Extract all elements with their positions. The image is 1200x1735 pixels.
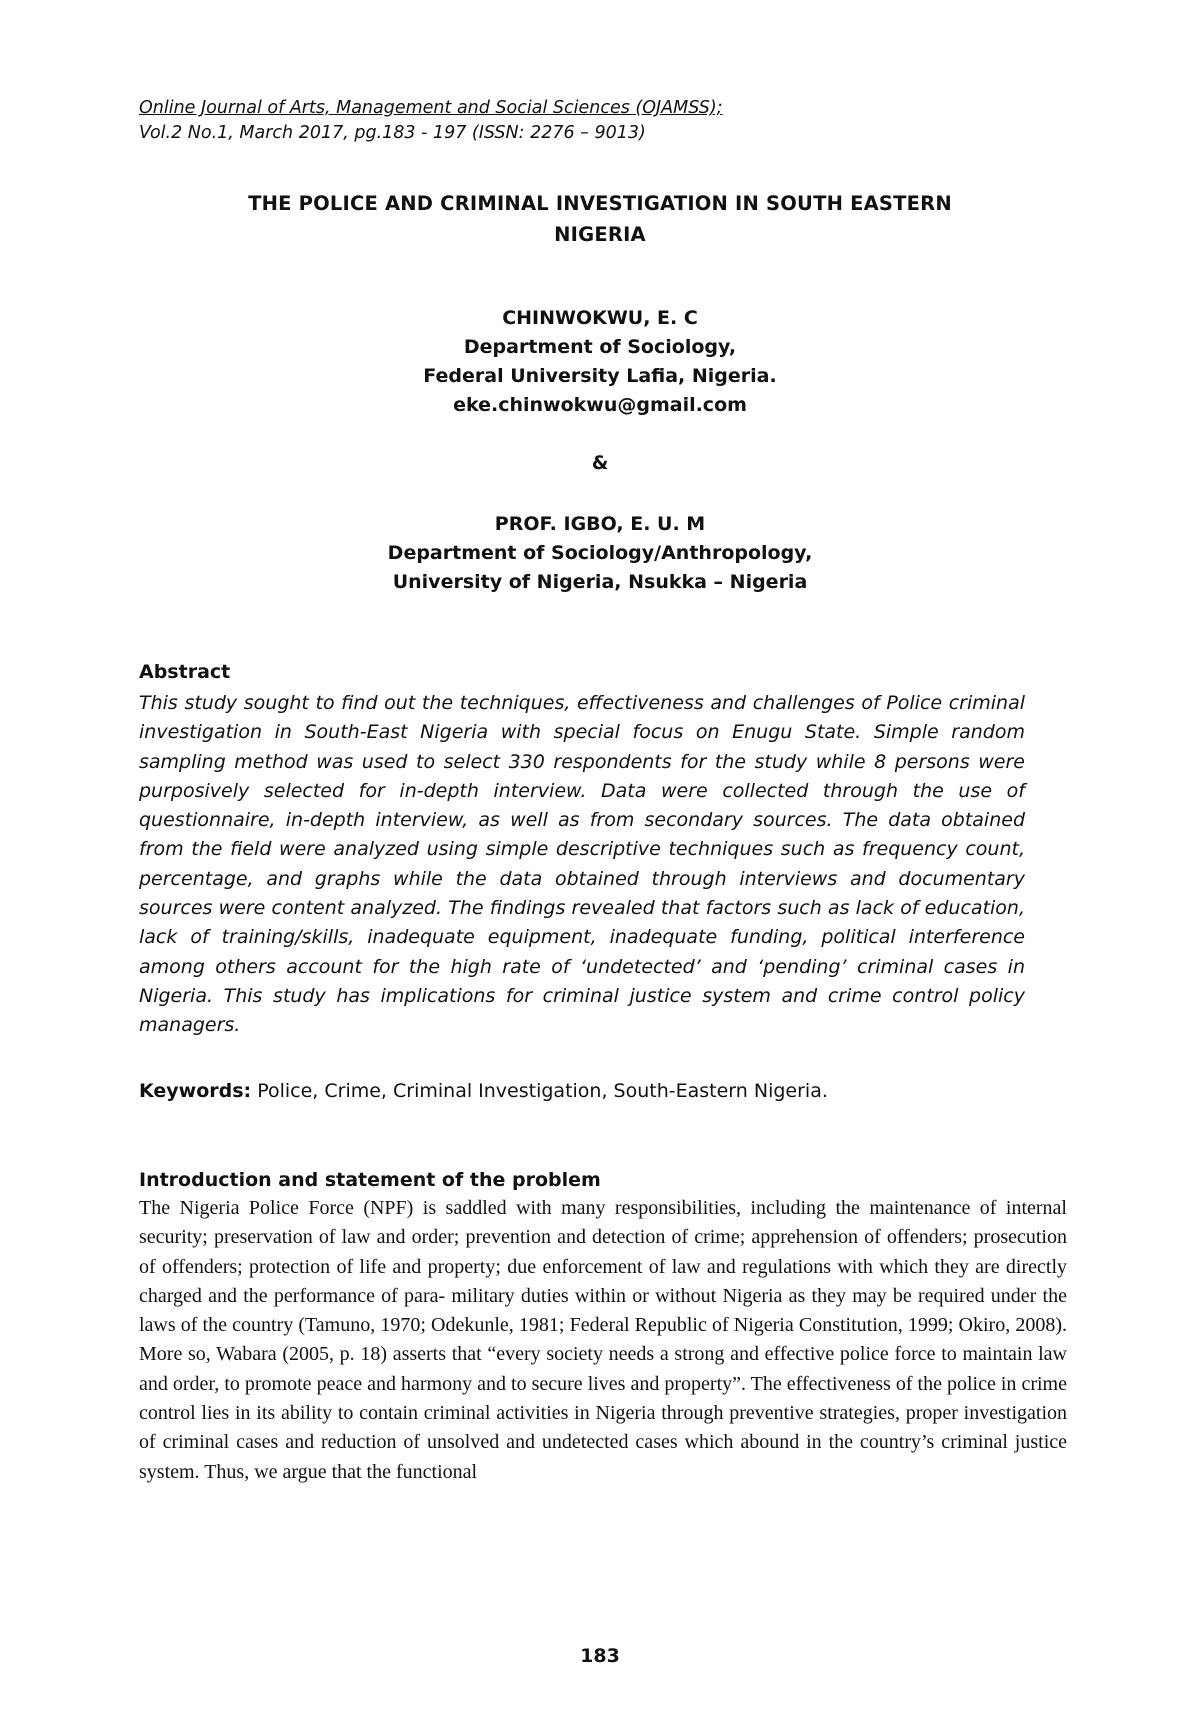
author1-email: eke.chinwokwu@gmail.com	[453, 394, 747, 416]
keywords-text: Police, Crime, Criminal Investigation, South-Eastern Nigeria.	[257, 1080, 828, 1102]
keywords-line	[139, 1077, 1039, 1106]
introduction-text: The Nigeria Police Force (NPF) is saddled with many responsibilities, including the maintenance of internal security; preservation of law and order; prevention and detection of crime; apprehension of offenders; prosecution of offenders; protection of life and property; due enforcement of law and regulations with which they are directly charged and the performance of para- military duties within or without Nigeria as they may be required under the laws of the country (Tamuno, 1970; Odekunle, 1981; Federal Republic of Nigeria Constitution, 1999; Okiro, 2008). More so, Wabara (2005, p. 18) asserts that “every society needs a strong and effective police force to maintain law and order, to promote peace and harmony and to secure lives and property”. The effectiveness of the police in crime control lies in its ability to contain criminal activities in Nigeria through preventive strategies, proper investigation of criminal cases and reduction of unsolved and undetected cases which abound in the country’s criminal justice system. Thus, we argue that the functional	[139, 1197, 1067, 1483]
journal-citation-line2: Vol.2 No.1, March 2017, pg.183 - 197 (ISSN: 2276 – 9013)	[139, 123, 646, 143]
page-number: 183	[580, 1645, 620, 1667]
author2-block	[139, 510, 1061, 597]
author1-university: Federal University Lafia, Nigeria.	[423, 365, 777, 387]
author2-university: University of Nigeria, Nsukka – Nigeria	[392, 571, 808, 593]
paper-title-line2: NIGERIA	[554, 223, 646, 246]
abstract-heading: Abstract	[139, 661, 231, 683]
author1-name: CHINWOKWU, E. C	[502, 307, 698, 329]
author1-block	[139, 304, 1061, 420]
abstract-text: This study sought to find out the techniques, effectiveness and challenges of Police criminal investigation in South-East Nigeria with special focus on Enugu State. Simple random sampling method was used to select 330 respondents for the study while 8 persons were purposively selected for in-depth interview. Data were collected through the use of questionnaire, in-depth interview, as well as from secondary sources. The data obtained from the field were analyzed using simple descriptive techniques such as frequency count, percentage, and graphs while the data obtained through interviews and documentary sources were content analyzed. The findings revealed that factors such as lack of education, lack of training/skills, inadequate equipment, inadequate funding, political interference among others account for the high rate of ‘undetected’ and ‘pending’ criminal cases in Nigeria. This study has implications for criminal justice system and crime control policy managers.	[139, 692, 1025, 1037]
paper-title	[139, 188, 1061, 250]
author2-name: PROF. IGBO, E. U. M	[494, 513, 706, 535]
author2-department: Department of Sociology/Anthropology,	[387, 542, 813, 564]
introduction-heading: Introduction and statement of the problem	[139, 1169, 601, 1191]
paper-title-line1: THE POLICE AND CRIMINAL INVESTIGATION IN SOUTH EASTERN	[248, 192, 952, 215]
author1-department: Department of Sociology,	[463, 336, 737, 358]
journal-citation-line1: Online Journal of Arts, Management and Social Sciences (OJAMSS);	[139, 98, 723, 118]
journal-header	[139, 96, 1039, 146]
author-separator: &	[591, 452, 609, 474]
keywords-label: Keywords:	[139, 1080, 252, 1102]
